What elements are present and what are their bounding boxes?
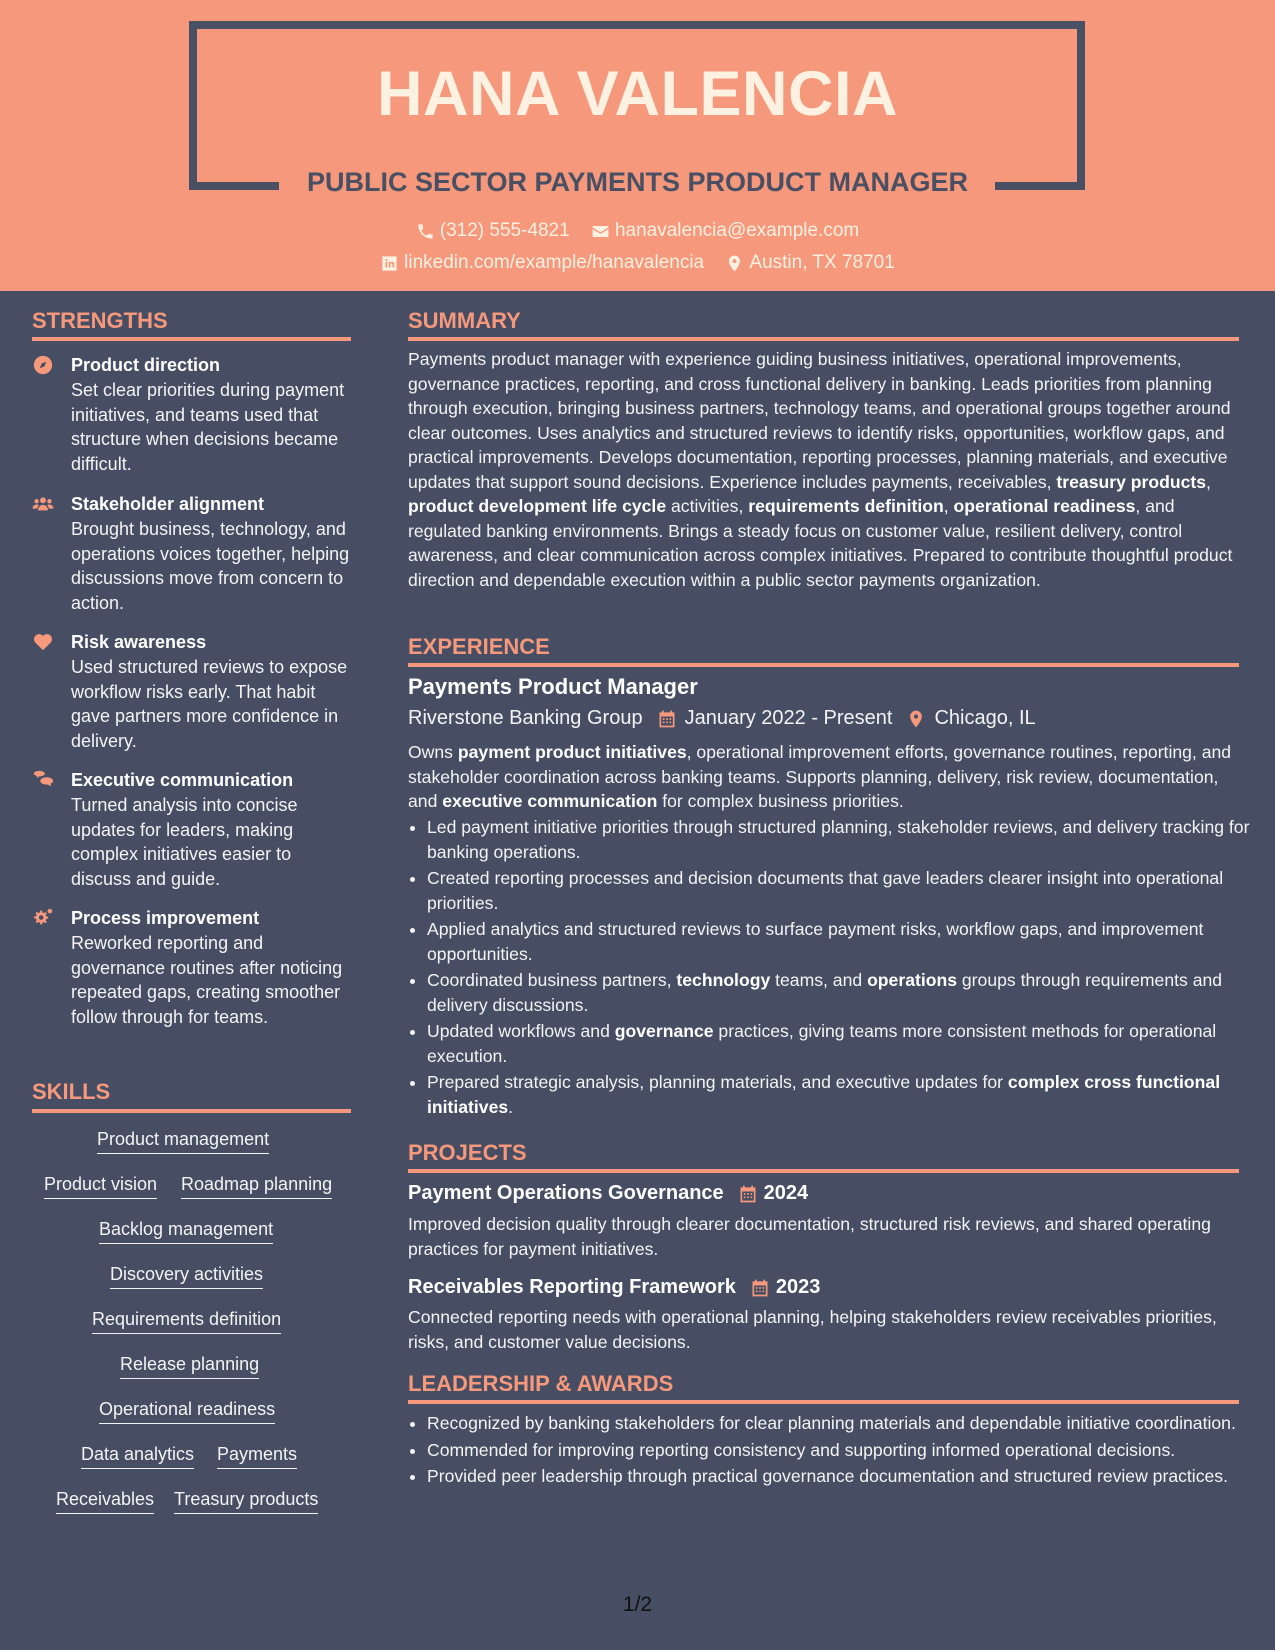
skill-tag: Treasury products bbox=[174, 1489, 318, 1514]
strengths-rule bbox=[32, 337, 351, 341]
skill-tag: Payments bbox=[217, 1444, 297, 1469]
skill-tag: Data analytics bbox=[81, 1444, 194, 1469]
strengths-heading: STRENGTHS bbox=[32, 308, 168, 333]
heart-icon bbox=[32, 631, 54, 653]
job-dates: January 2022 - Present bbox=[684, 707, 893, 729]
skill-tag: Backlog management bbox=[99, 1219, 273, 1244]
envelope-icon bbox=[591, 222, 610, 241]
strength-desc: Brought business, technology, and operations voices together, helping discussions move from concern to action. bbox=[71, 519, 350, 613]
header bbox=[0, 0, 1275, 291]
contact-row-1 bbox=[0, 220, 1275, 247]
list-item: • Prepared strategic analysis, planning materials, and executive updates for complex cross functional initiatives. bbox=[427, 1070, 1262, 1119]
contact-row-2 bbox=[0, 252, 1275, 279]
summary-bold: product development life cycle bbox=[408, 496, 667, 516]
strength-title: Product direction bbox=[71, 355, 221, 375]
candidate-title: PUBLIC SECTOR PAYMENTS PRODUCT MANAGER bbox=[306, 167, 969, 197]
list-item: • Provided peer leadership through practical governance documentation and structured review practices. bbox=[427, 1464, 1262, 1489]
strength-item bbox=[32, 491, 352, 615]
strength-item bbox=[32, 767, 352, 891]
location-text: Austin, TX 78701 bbox=[749, 252, 895, 273]
calendar-icon bbox=[657, 709, 677, 729]
summary-bold: operational readiness bbox=[953, 496, 1136, 516]
calendar-icon bbox=[750, 1278, 770, 1298]
candidate-name: HANA VALENCIA bbox=[377, 59, 898, 129]
strength-item bbox=[32, 352, 352, 476]
skill-tag: Operational readiness bbox=[99, 1399, 275, 1424]
project-desc: Improved decision quality through clearer documentation, structured risk reviews, and shared operating practices for payment initiatives. bbox=[408, 1214, 1211, 1259]
email-text: hanavalencia@example.com bbox=[614, 220, 860, 241]
strength-item bbox=[32, 629, 352, 753]
experience-heading: EXPERIENCE bbox=[408, 634, 550, 659]
skill-tag: Discovery activities bbox=[110, 1264, 263, 1289]
project-year: 2023 bbox=[775, 1276, 821, 1298]
experience-rule bbox=[408, 663, 1239, 667]
strength-item bbox=[32, 905, 352, 1029]
summary-heading: SUMMARY bbox=[408, 308, 521, 333]
summary-text: Payments product manager with experience guiding business initiatives, operational improvements, governance practices, reporting, and cross functional delivery in banking. Leads priorities from planning through execution, bringing business partners, technology teams, and operational groups together around clear outcomes. Uses analytics and structured reviews to identify risks, opportunities, workflow gaps, and practical improvements. Develops documentation, reporting processes, planning materials, and executive updates that support sound decisions. Experience includes payments, receivables, treasury products, product development life cycle activities, requirements definition, operational readiness, and regulated banking environments. Brings a steady focus on customer value, resilient delivery, control awareness, and clear communication across complex initiatives. Prepared to contribute thoughtful product direction and dependable execution within a public sector payments organization. bbox=[408, 349, 1233, 590]
skill-tag: Receivables bbox=[56, 1489, 154, 1514]
summary-rule bbox=[408, 337, 1239, 341]
linkedin-text: linkedin.com/example/hanavalencia bbox=[404, 252, 705, 273]
skill-tag: Release planning bbox=[120, 1354, 259, 1379]
phone-text: (312) 555-4821 bbox=[439, 220, 570, 241]
projects-heading: PROJECTS bbox=[408, 1140, 527, 1165]
gears-icon bbox=[32, 907, 54, 929]
strength-title: Stakeholder alignment bbox=[71, 494, 265, 514]
project-title-row bbox=[408, 1182, 808, 1205]
job-bullets bbox=[408, 815, 1262, 1121]
list-item: • Updated workflows and governance practices, giving teams more consistent methods for operational execution. bbox=[427, 1019, 1262, 1068]
job-meta bbox=[408, 707, 1036, 730]
map-pin-icon bbox=[906, 709, 926, 729]
project-year: 2024 bbox=[763, 1182, 809, 1204]
strength-title: Process improvement bbox=[71, 908, 260, 928]
job-intro: Owns payment product initiatives, operational improvement efforts, governance routines, reporting, and stakeholder coordination across banking teams. Supports planning, delivery, risk review, documentation, and executive communication for complex business priorities. bbox=[408, 742, 1232, 811]
linkedin-icon bbox=[380, 254, 399, 273]
compass-icon bbox=[32, 354, 54, 376]
list-item: • Coordinated business partners, technology teams, and operations groups through requirements and delivery discussions. bbox=[427, 968, 1262, 1017]
skill-tag: Roadmap planning bbox=[181, 1174, 332, 1199]
strength-desc: Set clear priorities during payment initiatives, and teams used that structure when decisions became difficult. bbox=[71, 380, 345, 474]
leadership-heading: LEADERSHIP & AWARDS bbox=[408, 1371, 674, 1396]
projects-rule bbox=[408, 1169, 1239, 1173]
strength-desc: Turned analysis into concise updates for leaders, making complex initiatives easier to discuss and guide. bbox=[71, 795, 298, 889]
list-item: • Commended for improving reporting consistency and supporting informed operational decisions. bbox=[427, 1438, 1262, 1463]
project-title: Receivables Reporting Framework bbox=[408, 1276, 736, 1298]
project-title-row bbox=[408, 1276, 820, 1299]
list-item: • Led payment initiative priorities through structured planning, stakeholder reviews, and delivery tracking for banking operations. bbox=[427, 815, 1262, 864]
skills-heading: SKILLS bbox=[32, 1079, 111, 1104]
strength-desc: Used structured reviews to expose workflow risks early. That habit gave partners more confidence in delivery. bbox=[71, 657, 348, 751]
phone-contact[interactable] bbox=[416, 220, 570, 242]
summary-bold: treasury products bbox=[1056, 471, 1207, 492]
skill-tag: Product management bbox=[97, 1129, 269, 1154]
job-company: Riverstone Banking Group bbox=[408, 707, 643, 729]
skill-tag: Requirements definition bbox=[92, 1309, 281, 1334]
leadership-list bbox=[408, 1411, 1262, 1491]
strength-desc: Reworked reporting and governance routines after noticing repeated gaps, creating smoother follow through for teams. bbox=[71, 933, 343, 1027]
skills-rule bbox=[32, 1109, 351, 1113]
list-item: • Created reporting processes and decision documents that gave leaders clearer insight into operational priorities. bbox=[427, 866, 1262, 915]
email-contact[interactable] bbox=[591, 220, 859, 242]
map-pin-icon bbox=[725, 254, 744, 273]
calendar-icon bbox=[738, 1184, 758, 1204]
strength-title: Executive communication bbox=[71, 770, 294, 790]
project-title: Payment Operations Governance bbox=[408, 1182, 724, 1204]
job-title: Payments Product Manager bbox=[408, 674, 698, 699]
page-number: 1/2 bbox=[622, 1593, 653, 1616]
skill-tag: Product vision bbox=[44, 1174, 157, 1199]
list-item: • Recognized by banking stakeholders for clear planning materials and dependable initiative coordination. bbox=[427, 1411, 1262, 1436]
users-icon bbox=[32, 493, 54, 515]
location-contact bbox=[725, 252, 894, 274]
list-item: • Applied analytics and structured reviews to surface payment risks, workflow gaps, and improvement opportunities. bbox=[427, 917, 1262, 966]
phone-icon bbox=[416, 222, 435, 241]
chat-bubbles-icon bbox=[32, 769, 54, 791]
strength-title: Risk awareness bbox=[71, 632, 207, 652]
project-desc: Connected reporting needs with operational planning, helping stakeholders review receivables priorities, risks, and customer value decisions. bbox=[408, 1307, 1217, 1352]
summary-bold: requirements definition bbox=[748, 496, 944, 516]
linkedin-contact[interactable] bbox=[380, 252, 704, 274]
leadership-rule bbox=[408, 1400, 1239, 1404]
job-location: Chicago, IL bbox=[934, 707, 1036, 729]
